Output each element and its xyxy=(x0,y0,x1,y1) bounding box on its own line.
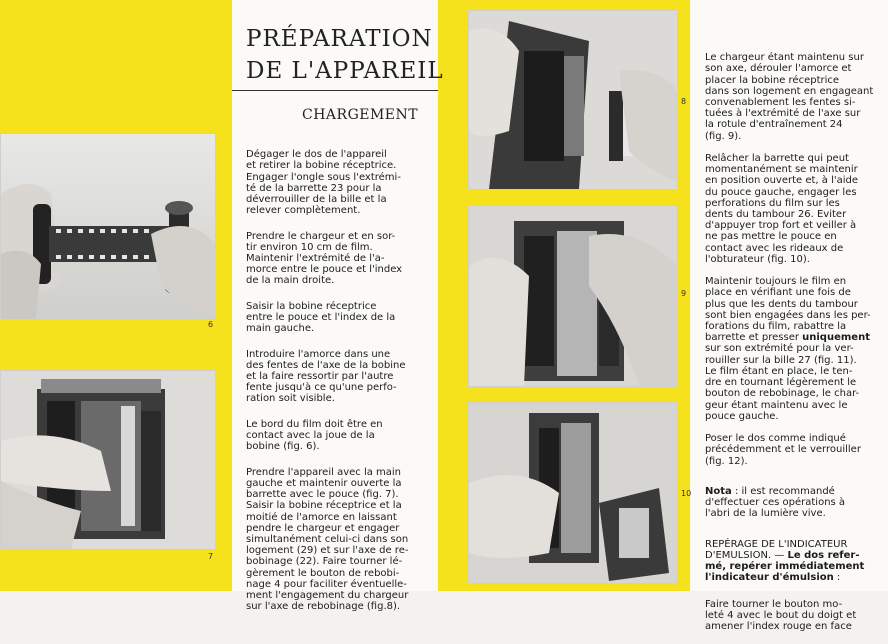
paragraph-3: Saisir la bobine réceptrice entre le pouce et l'index de la main gauche. xyxy=(246,300,396,335)
right-body-text xyxy=(705,41,881,644)
emphasis-uniquement: uniquement xyxy=(802,332,870,344)
paragraph-2: Prendre le chargeur et en sor- tir environ 10 cm de film. Maintenir l'extrémité de l'a- morce entre le pouce et l'index de la main droite. xyxy=(246,230,403,287)
emulsion-bold-text: Le dos refer- mé, repérer immédiatement l'indicateur d'émulsion xyxy=(705,549,865,584)
paragraph-6: Prendre l'appareil avec la main gauche et maintenir ouverte la barrette avec le pouce (fig. 7). Saisir la bobine réceptrice et la moitié de l'amorce en laissant pendre le chargeur et engager simultanément celui-ci dans son logement (29) et sur l'axe de re- bobinage (22). Faire tourner lé- gèrement le bouton de rebobi- nage 4 pour faciliter éventuelle- ment l'engagement du chargeur sur l'axe de rebobinage (fig.8). xyxy=(246,466,409,613)
page-title-line-1: PRÉPARATION xyxy=(246,26,433,52)
note-label: Nota xyxy=(705,485,732,497)
right-paragraph-4: Poser le dos comme indiqué précédemment et le verrouiller (fig. 12). xyxy=(705,433,861,467)
photo-figure-8 xyxy=(468,10,678,190)
left-body-text xyxy=(246,138,426,627)
page-title-line-2: DE L'APPAREIL xyxy=(246,58,444,84)
figure-8-label: 8 xyxy=(681,97,687,106)
paragraph-1: Dégager le dos de l'appareil et retirer la bobine réceptrice. Engager l'ongle sous l'extrémi- té de la barrette 23 pour la déverrouiller de la bille et la relever complètement. xyxy=(246,149,401,217)
paragraph-5: Le bord du film doit être en contact avec la joue de la bobine (fig. 6). xyxy=(246,418,383,453)
photo-figure-9 xyxy=(468,205,678,387)
gutter-yellow-band xyxy=(438,0,468,591)
emulsion-heading: REPÉRAGE DE L'INDICATEUR D'EMULSION. — xyxy=(705,538,848,561)
paragraph-4: Introduire l'amorce dans une des fentes de l'axe de la bobine et la faire ressortir par l'autre fente jusqu'à ce qu'une perfo- ration soit visible. xyxy=(246,348,406,405)
figure-9-label: 9 xyxy=(681,289,687,298)
right-paragraph-3a: Maintenir toujours le film en place en vérifiant une fois de plus que les dents du tambour sont bien engagées dans les per- forations du film, rabattre la barrette et presser xyxy=(705,276,871,344)
emulsion-colon: : xyxy=(833,572,841,584)
figure-6-label: 6 xyxy=(208,320,214,329)
title-rule xyxy=(232,90,438,91)
emulsion-paragraph xyxy=(705,539,881,584)
right-paragraph-3 xyxy=(705,276,881,422)
right-paragraph-2: Relâcher la barrette qui peut momentanément se maintenir en position ouverte et, à l'aide du pouce gauche, engager les perforations du film sur les dents du tambour 26. Eviter d'appuyer trop fort et veiller à ne pas mettre le pouce en contact avec les rideaux de l'obturateur (fig. 10). xyxy=(705,153,859,265)
photo-figure-10 xyxy=(468,402,678,584)
right-paragraph-1: Le chargeur étant maintenu sur son axe, dérouler l'amorce et placer la bobine réceptrice dans son logement en engageant convenablement les fentes si- tuées à l'extrémité de l'axe sur la rotule d'entraînement 24 (fig. 9). xyxy=(705,52,874,142)
figure-10-label: 10 xyxy=(681,489,692,498)
note-text: : il est recommandé d'effectuer ces opérations à l'abri de la lumière vive. xyxy=(705,485,846,520)
figure-7-label: 7 xyxy=(208,552,214,561)
photo-figure-7 xyxy=(0,370,216,550)
photo-figure-6 xyxy=(0,133,216,320)
note-paragraph xyxy=(705,486,881,520)
right-paragraph-5: Faire tourner le bouton mo- leté 4 avec le bout du doigt et amener l'index rouge en face xyxy=(705,598,857,633)
right-paragraph-3b: sur son extrémité pour la ver- rouiller sur la bille 27 (fig. 11). Le film étant en place, le ten- dre en tournant légèrement le bouton de rebobinage, le char- geur étant maintenu avec le pouce gauche. xyxy=(705,343,860,422)
section-heading: CHARGEMENT xyxy=(302,107,419,123)
